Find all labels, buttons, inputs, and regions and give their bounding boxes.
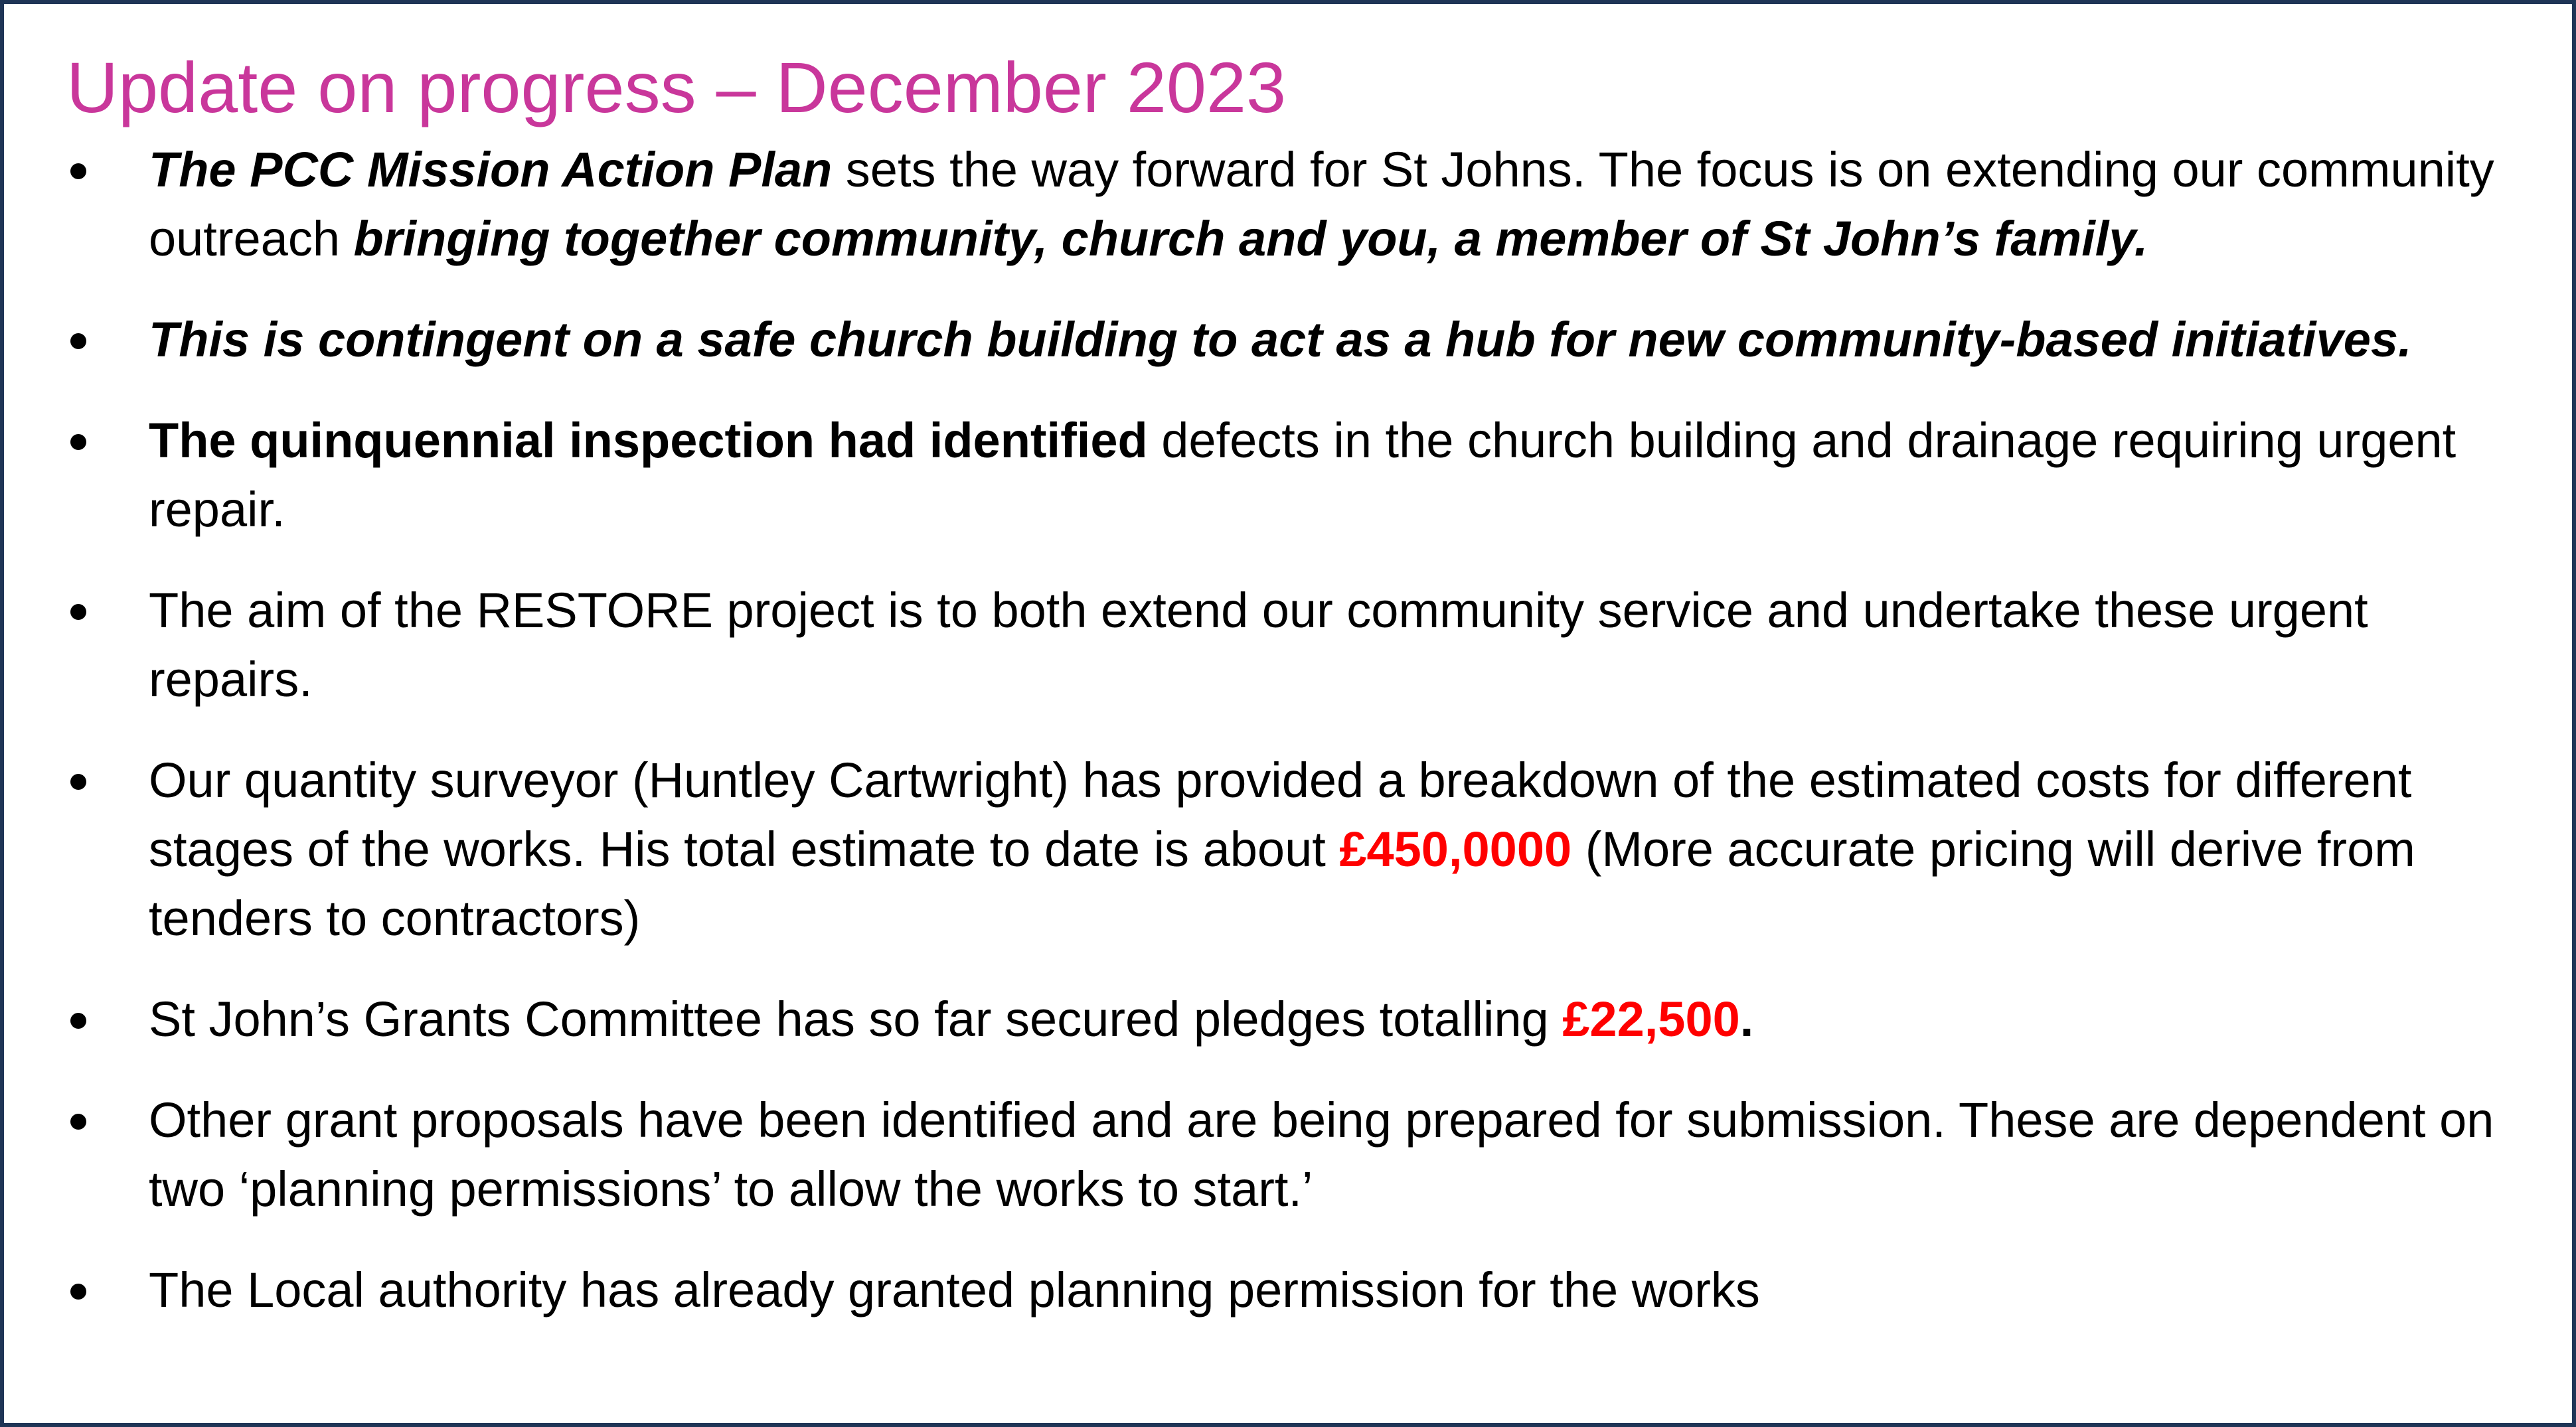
bullet-dot-icon [70, 1114, 86, 1130]
bullet-dot-icon [70, 1284, 86, 1300]
bullet-tail-emphasis: bringing together community, church and you, a member of St John’s family. [353, 211, 2148, 266]
bullet-quantity-surveyor [4, 746, 2576, 953]
bullet-grant-proposals [4, 1086, 2576, 1224]
bullet-quinquennial-inspection [4, 406, 2576, 544]
bullet-dot-icon [70, 1013, 86, 1029]
bullet-dot-icon [70, 604, 86, 620]
bullet-text: St John’s Grants Committee has so far secured pledges totalling [149, 992, 1563, 1047]
bullet-dot-icon [70, 774, 86, 790]
bullet-text-continued: (More accurate pricing will derive from tenders to contractors) [149, 822, 2415, 946]
bullet-dot-icon [70, 163, 86, 179]
bullet-text: Other grant proposals have been identified and are being prepared for submission. These are dependent on two ‘planning permissions’ to allow the works to start.’ [149, 1092, 2494, 1217]
bullet-text: The Local authority has already granted planning permission for the works [149, 1262, 1760, 1317]
bullet-planning-permission [4, 1256, 2576, 1325]
bullet-text: The aim of the RESTORE project is to both extend our community service and undertake these urgent repairs. [149, 583, 2368, 707]
bullet-dot-icon [70, 333, 86, 349]
bullet-restore-project [4, 576, 2576, 714]
bullet-mission-action-plan [4, 135, 2576, 273]
total-estimate-amount: £450,0000 [1339, 822, 1572, 877]
bullet-contingent [4, 305, 2576, 374]
bullet-text: Our quantity surveyor (Huntley Cartwright) has provided a breakdown of the estimated costs for different stages of the works. His total estimate to date is about [149, 753, 2412, 877]
bullet-emphasis: This is contingent on a safe church building to act as a hub for new community-based initiatives. [149, 312, 2412, 367]
bullet-grants-committee [4, 985, 2576, 1054]
bullet-text: sets the way forward for St Johns. The focus is on extending our community outreach [149, 142, 2494, 266]
bullet-lead-bold: The quinquennial inspection had identified [149, 413, 1148, 468]
bullet-tail-bold: . [1739, 992, 1754, 1047]
bullet-lead-emphasis: The PCC Mission Action Plan [149, 142, 833, 197]
bullet-list [4, 135, 2576, 1357]
bullet-dot-icon [70, 434, 86, 450]
bullet-text: defects in the church building and drainage requiring urgent repair. [149, 413, 2456, 537]
slide-title: Update on progress – December 2023 [66, 47, 1287, 127]
pledges-amount: £22,500 [1562, 992, 1740, 1047]
